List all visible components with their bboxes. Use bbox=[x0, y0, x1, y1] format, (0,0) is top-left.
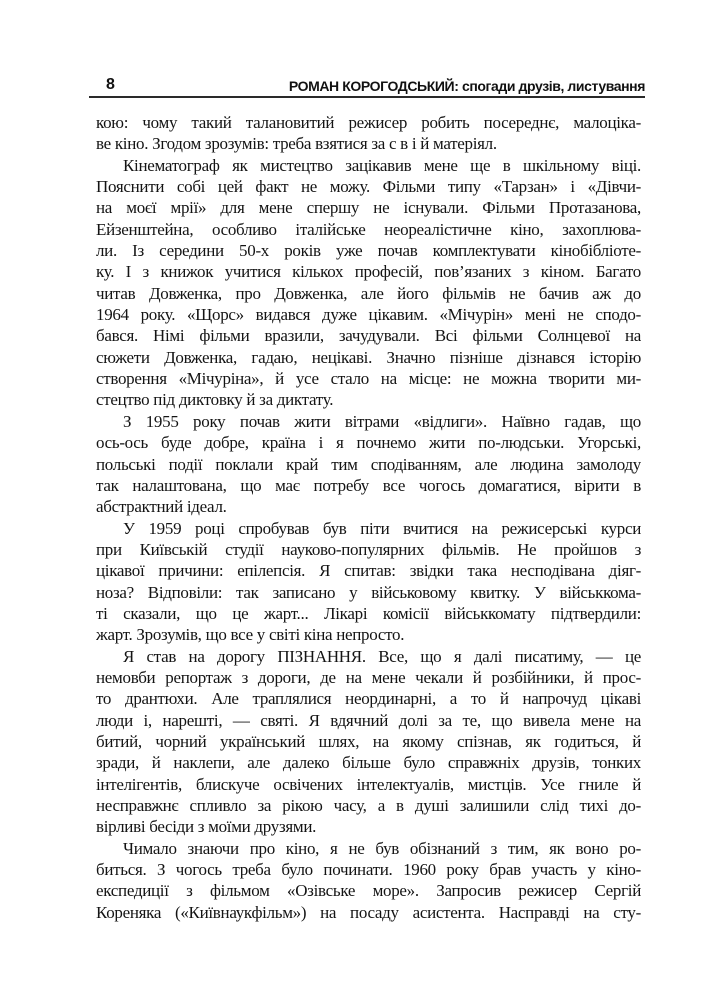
text-line: ось-ось буде добре, країна і я почнемо жити по-людськи. Угорські, bbox=[96, 433, 641, 453]
text-line: жарт. Зрозумів, що все у світі кіна непросто. bbox=[96, 625, 405, 645]
text-line: ноза? Відповіли: так записано у військовому квитку. У військкома- bbox=[96, 582, 641, 602]
text-line: Чимало знаючи про кіно, я не був обізнаний з тим, як воно ро- bbox=[123, 838, 641, 858]
text-line: зради, й наклепи, але далеко більше було справжніх друзів, тонких bbox=[96, 753, 641, 773]
paragraph bbox=[96, 112, 641, 155]
text-line: абстрактний ідеал. bbox=[96, 497, 227, 517]
text-line: польські події поклали край тим сподіванням, але людина замолоду bbox=[96, 454, 641, 474]
text-line: ку. І з книжок учитися кількох професій, пов’язаних з кіном. Багато bbox=[96, 262, 641, 282]
text-line: бався. Німі фільми вразили, зачудували. Всі фільми Солнцевої на bbox=[96, 326, 641, 346]
text-line: немовби репортаж з дороги, де на мене чекали й розбійники, й прос- bbox=[96, 667, 641, 687]
paragraph bbox=[96, 155, 641, 411]
text-line: З 1955 року почав жити вітрами «відлиги». Наївно гадав, що bbox=[123, 411, 641, 431]
text-line: биться. З чогось треба було починати. 1960 року брав участь у кіно- bbox=[96, 860, 641, 880]
text-line: інтелігентів, блискуче освічених інтелектуалів, мистців. Усе гниле й bbox=[96, 774, 641, 794]
text-line: цікавої причини: епілепсія. Я спитав: звідки така несподівана діяг- bbox=[96, 561, 641, 581]
text-line: битий, чорний український шлях, на якому спізнав, як годиться, й bbox=[96, 731, 641, 751]
page-number: 8 bbox=[106, 76, 115, 93]
text-line: на моєї мрії» для мене спершу не існували. Фільми Протазанова, bbox=[96, 198, 641, 218]
text-line: Кінематограф як мистецтво зацікавив мене ще в шкільному віці. bbox=[123, 155, 641, 175]
page-header bbox=[89, 77, 645, 98]
running-title: РОМАН КОРОГОДСЬКИЙ: спогади друзів, листування bbox=[288, 78, 645, 94]
text-line: читав Довженка, про Довженка, але його фільмів не бачив аж до bbox=[96, 283, 641, 303]
text-line: Ейзенштейна, особливо італійське неореалістичне кіно, захоплюва- bbox=[96, 219, 641, 239]
text-line: 1964 року. «Щорс» видався дуже цікавим. «Мічурін» мені не сподо- bbox=[96, 305, 641, 325]
text-line: Пояснити собі цей факт не можу. Фільми типу «Тарзан» і «Дівчи- bbox=[96, 177, 641, 197]
text-line: ли. Із середини 50-х років уже почав комплектувати кінобібліоте- bbox=[96, 241, 641, 261]
text-line: несправжнє спливло за рікою часу, а в душі залишили слід тихі до- bbox=[96, 796, 641, 815]
text-line: ве кіно. Згодом зрозумів: треба взятися за с в і й матеріял. bbox=[96, 134, 497, 154]
text-line: Я став на дорогу ПІЗНАННЯ. Все, що я далі писатиму, — це bbox=[123, 646, 641, 666]
paragraph bbox=[96, 646, 641, 838]
text-line: У 1959 році спробував був піти вчитися на режисерські курси bbox=[123, 518, 641, 538]
page-body bbox=[96, 112, 641, 923]
text-line: при Київській студії науково-популярних фільмів. Не пройшов з bbox=[96, 539, 641, 559]
text-line: так налаштована, що має потребу все чогось домагатися, вірити в bbox=[96, 475, 641, 495]
text-line: то дрантюхи. Але траплялися неординарні, а то й напрочуд цікаві bbox=[96, 689, 641, 709]
text-line: сюжети Довженка, гадаю, нецікаві. Значно пізніше дізнався історію bbox=[96, 347, 641, 367]
text-line: ті сказали, що це жарт... Лікарі комісії військкомату підтвердили: bbox=[96, 603, 641, 623]
text-line: стецтво під диктовку й за диктату. bbox=[96, 390, 334, 410]
paragraph bbox=[96, 411, 641, 518]
text-line: вірливі бесіди з моїми друзями. bbox=[96, 817, 317, 837]
text-line: створення «Мічуріна», й усе стало на місце: не можна творити ми- bbox=[96, 369, 641, 389]
text-line: люди і, нарешті, — святі. Я вдячний долі за те, що вивела мене на bbox=[96, 710, 641, 730]
text-line: кою: чому такий талановитий режисер робить посереднє, малоціка- bbox=[96, 113, 641, 132]
paragraph bbox=[96, 518, 641, 646]
text-line: Кореняка («Київнаукфільм») на посаду асистента. Насправді на сту- bbox=[96, 902, 641, 922]
paragraph bbox=[96, 838, 641, 923]
text-line: експедиції з фільмом «Озівське море». Запросив режисер Сергій bbox=[96, 881, 641, 901]
